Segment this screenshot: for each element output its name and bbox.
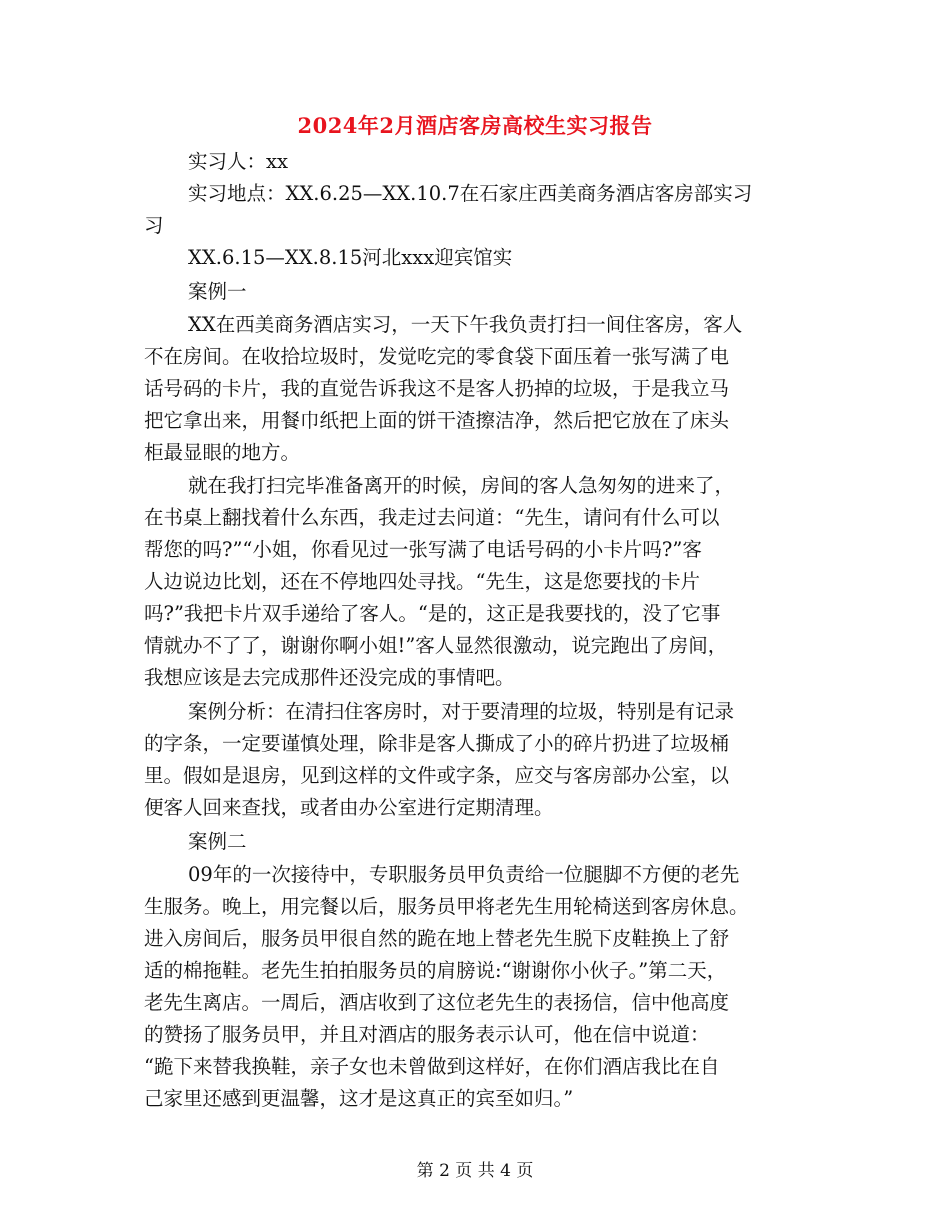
paragraph-line: 话号码的卡片，我的直觉告诉我这不是客人扔掉的垃圾，于是我立马 <box>144 377 730 400</box>
paragraph-line: 进入房间后，服务员甲很自然的跪在地上替老先生脱下皮鞋换上了舒 <box>144 927 730 950</box>
intern-location-line: 实习地点：XX.6.25—XX.10.7在石家庄西美商务酒店客房部实习 <box>188 182 753 205</box>
paragraph-line: 便客人回来查找，或者由办公室进行定期清理。 <box>144 796 554 819</box>
paragraph-line: 老先生离店。一周后，酒店收到了这位老先生的表扬信，信中他高度 <box>144 991 730 1014</box>
paragraph-line: 的赞扬了服务员甲，并且对酒店的服务表示认可，他在信中说道： <box>144 1023 710 1046</box>
paragraph-line: 把它拿出来，用餐巾纸把上面的饼干渣擦洁净，然后把它放在了床头 <box>144 409 730 432</box>
case-one-heading: 案例一 <box>188 280 247 303</box>
page-footer: 第 2 页 共 4 页 <box>416 1161 534 1181</box>
paragraph-line: 就在我打扫完毕准备离开的时候，房间的客人急匆匆的进来了， <box>188 474 735 497</box>
paragraph-line: 里。假如是退房，见到这样的文件或字条，应交与客房部办公室，以 <box>144 764 730 787</box>
paragraph-line: 帮您的吗?”“小姐，你看见过一张写满了电话号码的小卡片吗?”客 <box>144 538 702 561</box>
case-two-heading: 案例二 <box>188 830 247 853</box>
paragraph-line: XX在西美商务酒店实习，一天下午我负责打扫一间住客房，客人 <box>188 313 743 336</box>
paragraph-line: 情就办不了了，谢谢你啊小姐!”客人显然很激动，说完跑出了房间， <box>144 634 728 657</box>
paragraph-line: 人边说边比划，还在不停地四处寻找。“先生，这是您要找的卡片 <box>144 570 700 593</box>
paragraph-line: 生服务。晚上，用完餐以后，服务员甲将老先生用轮椅送到客房休息。 <box>144 895 749 918</box>
intern-location-line-cont: 习 <box>144 214 164 237</box>
case-analysis-line: 案例分析：在清扫住客房时，对于要清理的垃圾，特别是有记录 <box>188 700 735 723</box>
intern-name-line: 实习人：xx <box>188 150 288 173</box>
paragraph-line: 吗?”我把卡片双手递给了客人。“是的，这正是我要找的，没了它事 <box>144 602 721 625</box>
paragraph-line: 我想应该是去完成那件还没完成的事情吧。 <box>144 666 515 689</box>
paragraph-line: 在书桌上翻找着什么东西，我走过去问道：“先生，请问有什么可以 <box>144 506 720 529</box>
paragraph-line: 09年的一次接待中，专职服务员甲负责给一位腿脚不方便的老先 <box>188 863 740 886</box>
intern-period-line: XX.6.15—XX.8.15河北xxx迎宾馆实 <box>188 246 513 269</box>
paragraph-line: 柜最显眼的地方。 <box>144 441 301 464</box>
paragraph-line: 不在房间。在收拾垃圾时，发觉吃完的零食袋下面压着一张写满了电 <box>144 345 730 368</box>
document-title: 2024年2月酒店客房高校生实习报告 <box>297 113 653 138</box>
paragraph-line: “跪下来替我换鞋，亲子女也未曾做到这样好，在你们酒店我比在自 <box>144 1055 720 1078</box>
paragraph-line: 适的棉拖鞋。老先生拍拍服务员的肩膀说:“谢谢你小伙子。”第二天， <box>144 959 727 982</box>
paragraph-line: 己家里还感到更温馨，这才是这真正的宾至如归。” <box>144 1087 574 1110</box>
paragraph-line: 的字条，一定要谨慎处理，除非是客人撕成了小的碎片扔进了垃圾桶 <box>144 732 730 755</box>
